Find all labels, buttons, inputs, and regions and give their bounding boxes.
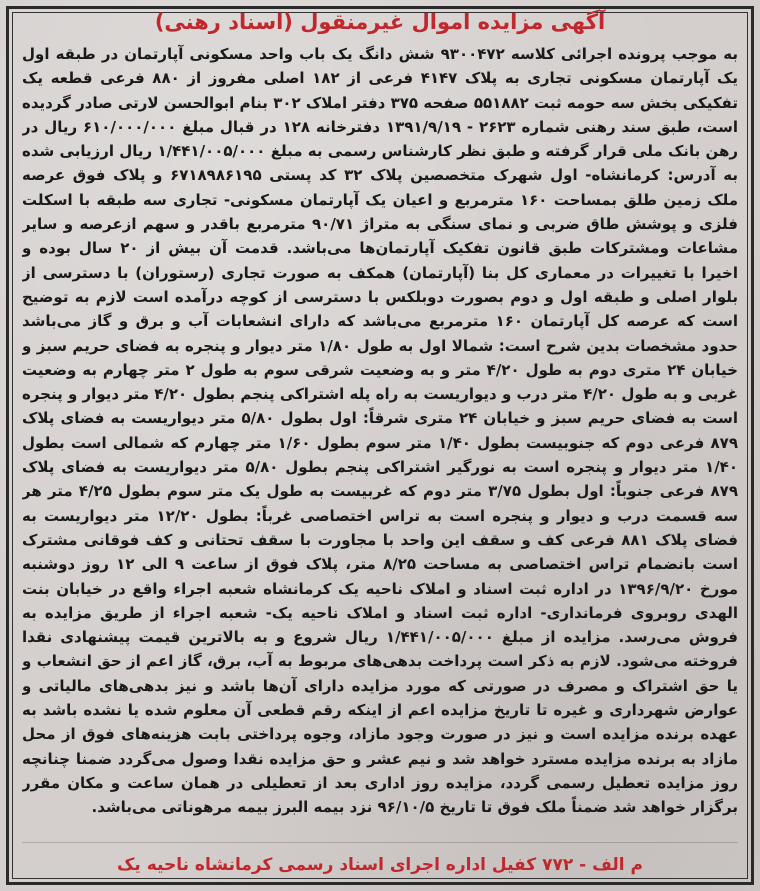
notice-body-text: به موجب پرونده اجرائی کلاسه ۹۳۰۰۴۷۲ شش دانگ یک باب واحد مسکونی آپارتمان در طبقه اول یک آپارتمان مسکونی تجاری به پلاک ۴۱۴۷ فرعی از ۱۸۲ اصلی مفروز از ۸۸۰ فرعی قطعه یک تفکیکی بخش سه حومه ثبت ۵۵۱۸۸۲ صفحه ۳۷۵ دفتر املاک ۳۰۲ بنام ابوالحسن لارتی صادر گردیده است، طبق سند رهنی شماره ۲۶۲۳ - ۱۳۹۱/۹/۱۹ دفترخانه ۱۲۸ در قبال مبلغ ۶۱۰/۰۰۰/۰۰۰ ریال در رهن بانک ملی قرار گرفته و طبق نظر کارشناس رسمی به مبلغ ۱/۴۴۱/۰۰۵/۰۰۰ ریال ارزیابی شده به آدرس: کرمانشاه- اول شهرک متخصصین پلاک ۳۲ کد پستی ۶۷۱۸۹۸۶۱۹۵ و پلاک فوق عرصه ملک زمین طلق بمساحت ۱۶۰ مترمربع و اعیان یک آپارتمان مسکونی- تجاری سه طبقه با اسکلت فلزی و پوشش طاق ضربی و نمای سنگی به متراژ ۹۰/۷۱ مترمربع باقدر و سهم ازعرصه و سایر مشاعات ومشترکات طبق قانون تفکیک آپارتمان‌ها می‌باشد. قدمت آن بیش از ۲۰ سال بوده و اخیرا با تغییرات در معماری کل بنا (آپارتمان) همکف به صورت تجاری (رستوران) با دسترسی از بلوار اصلی و طبقه اول و دوم بصورت دوبلکس با دسترسی از کوچه درآمده است لازم به توضیح است که عرصه کل آپارتمان ۱۶۰ مترمربع می‌باشد که دارای انشعابات آب و برق و گاز می‌باشد حدود مشخصات بدین شرح است: شمالا اول به طول ۱/۸۰ متر دیوار و پنجره به فضای حریم سبز و خیابان ۲۴ متری دوم به طول ۴/۲۰ متر و به وضعیت شرقی سوم به طول ۲ متر چهارم به وضعیت غربی و به طول ۴/۲۰ متر درب و دیواریست به راه پله اشتراکی پنجم بطول ۴/۲۰ متر دیوار و پنجره است به فضای حریم سبز و خیابان ۲۴ متری شرقاً: اول بطول ۵/۸۰ متر دیواریست به فضای پلاک ۸۷۹ فرعی دوم که جنوبیست بطول ۱/۴۰ متر سوم بطول ۱/۶۰ متر چهارم که شمالی است بطول ۱/۴۰ متر دیوار و پنجره است به نورگیر اشتراکی پنجم بطول ۵/۸۰ متر دیواریست به فضای پلاک ۸۷۹ فرعی جنوباً: اول بطول ۳/۷۵ متر دوم که غربیست به طول یک متر سوم بطول ۴/۲۵ متر هر سه قسمت درب و دیوار و پنجره است به تراس اختصاصی غرباً: بطول ۱۲/۲۰ متر دیواریست به فضای پلاک ۸۸۱ فرعی کف و سقف این واحد با مجاورت با سقف تحتانی و کف فوقانی مشترک است بانضمام تراس اختصاصی به مساحت ۸/۲۵ متر، پلاک فوق از ساعت ۹ الی ۱۲ روز دوشنبه مورخ ۱۳۹۶/۹/۲۰ در اداره ثبت اسناد و املاک ناحیه یک کرمانشاه شعبه اجراء واقع در خیابان بنت الهدی روبروی فرمانداری- اداره ثبت اسناد و املاک ناحیه یک- شعبه اجراء از طریق مزایده به فروش می‌رسد. مزایده از مبلغ ۱/۴۴۱/۰۰۵/۰۰۰ ریال شروع و به بالاترین قیمت پیشنهادی نقدا فروخته می‌شود. لازم به ذکر است پرداخت بدهی‌های مربوط به آب، برق، گاز اعم از حق انشعاب و یا حق اشتراک و مصرف در صورتی که مورد مزایده دارای آن‌ها باشد و نیز بدهی‌های مالیاتی و عوارض شهرداری و غیره تا تاریخ مزایده اعم از اینکه رقم قطعی آن معلوم شده یا نشده باشد به عهده برنده مزایده است و نیز در صورت وجود مازاد، وجوه پرداختی بابت هزینه‌های فوق از محل مازاد به برنده مزایده مسترد خواهد شد و نیم عشر و حق مزایده نقدا وصول می‌گردد ضمنا چنانچه روز مزایده تعطیل رسمی گردد، مزایده روز اداری بعد از تعطیلی در همان ساعت و مکان مقرر برگزار خواهد شد ضمناً ملک فوق تا تاریخ ۹۶/۱۰/۵ نزد بیمه البرز بیمه مرهوناتی می‌باشد. [22,45,738,817]
footer-divider [22,842,738,843]
notice-footer-signature: م الف - ۷۷۲ کفیل اداره اجرای اسناد رسمی کرمانشاه ناحیه یک [117,855,643,875]
notice-title: آگهی مزایده اموال غیرمنقول (اسناد رهنی) [154,10,606,34]
